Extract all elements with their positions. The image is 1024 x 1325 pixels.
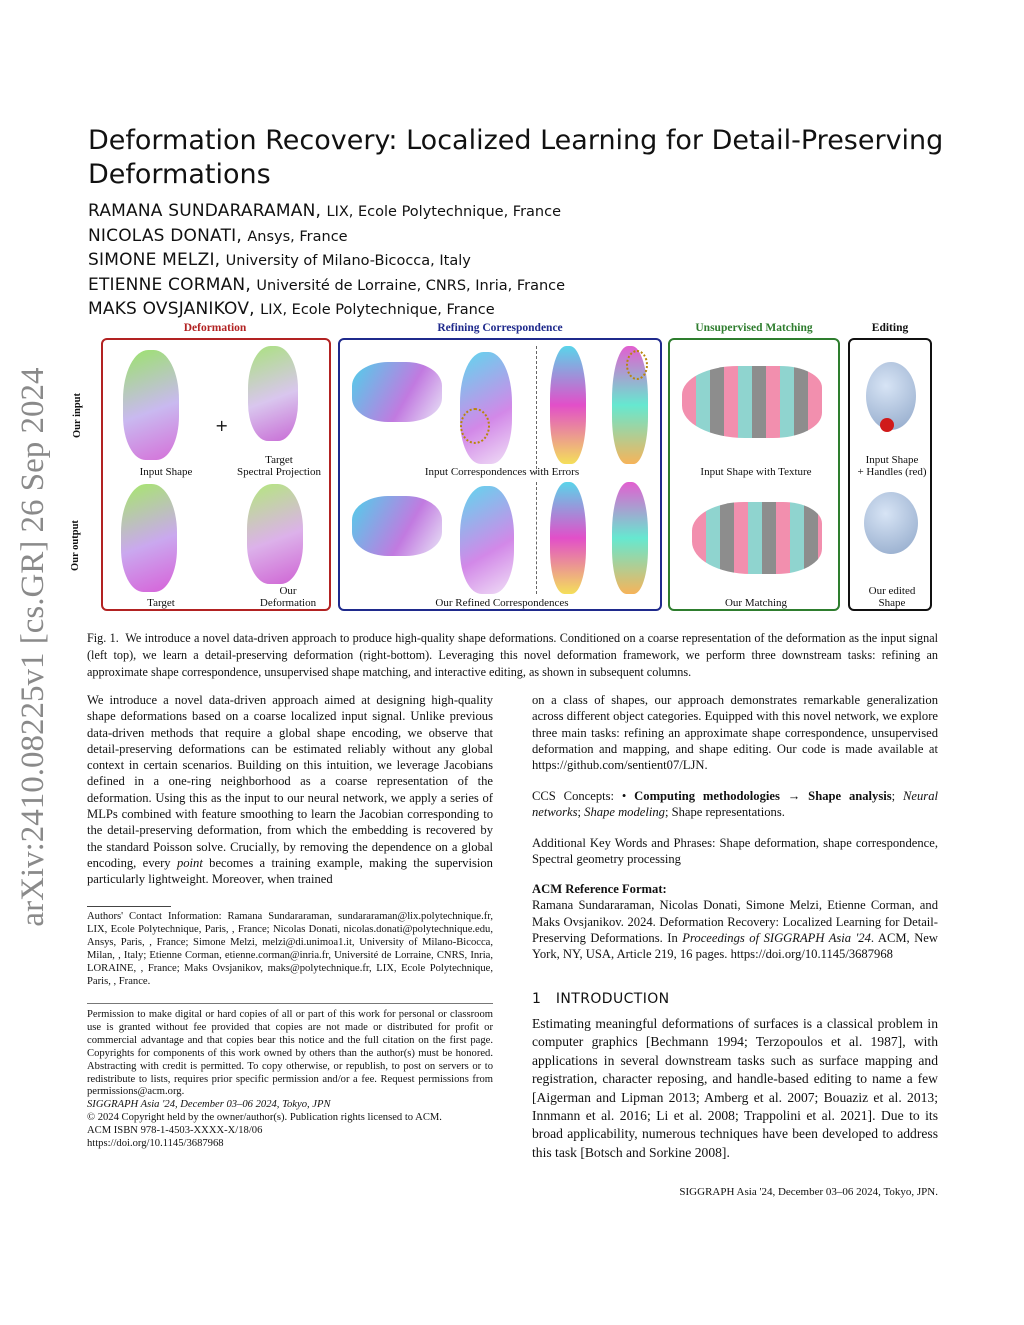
gorilla-our-deformation xyxy=(247,484,303,584)
label-input-shape: Input Shape xyxy=(139,466,193,478)
human-output-4 xyxy=(612,482,648,594)
row-label-output: Our output xyxy=(69,520,81,571)
author-affiliation: Université de Lorraine, CNRS, Inria, France xyxy=(256,277,566,294)
author-line xyxy=(88,200,788,225)
header-refining: Refining Correspondence xyxy=(437,322,563,334)
label-handles-1: Input Shape xyxy=(865,454,919,466)
label-input-texture: Input Shape with Texture xyxy=(700,466,812,478)
arxiv-stamp: arXiv:2410.08225v1 [cs.GR] 26 Sep 2024 xyxy=(15,367,51,927)
human-output-2 xyxy=(460,486,514,594)
error-marker xyxy=(460,408,490,444)
header-editing: Editing xyxy=(871,322,909,334)
ccs-rest: ; Shape representations. xyxy=(664,805,785,820)
ccs-primary: Computing methodologies → Shape analysis xyxy=(634,789,892,803)
permission-rule xyxy=(87,1003,493,1004)
pig-edited xyxy=(864,492,918,554)
row-label-input: Our input xyxy=(72,392,84,439)
author-affiliation: Ansys, France xyxy=(247,228,348,245)
abstract-left xyxy=(87,692,493,888)
bull-textured xyxy=(682,366,822,438)
abstract-text-cont: becomes a training example, making the supervision particularly lightweight. Moreover, when trained xyxy=(87,855,493,887)
label-edited-2: Shape xyxy=(878,597,906,609)
header-unsupervised: Unsupervised Matching xyxy=(695,322,813,334)
section-title: INTRODUCTION xyxy=(555,991,670,1007)
label-our-matching: Our Matching xyxy=(724,597,787,609)
ccs-sep: ; xyxy=(577,805,581,820)
author-affiliation: LIX, Ecole Polytechnique, France xyxy=(326,204,562,220)
caption-text: We introduce a novel data-driven approach to produce high-quality shape deformations. Conditioned on a coarse representation of the deformation as the input signal (left top), we learn a detail-preserving deformation (right-bottom). Leveraging this novel deformation framework, we perform three downstream tasks: refining an approximate shape correspondence, unsupervised shape matching, and interactive editing, as shown in subsequent columns. xyxy=(87,631,938,679)
author-name: RAMANA SUNDARARAMAN, xyxy=(88,201,322,221)
human-input-2 xyxy=(460,352,512,464)
label-edited-1: Our edited xyxy=(868,585,916,597)
panel-editing xyxy=(848,338,932,611)
ccs-prefix: CCS Concepts: • xyxy=(532,789,627,803)
conference-line: SIGGRAPH Asia '24, December 03–06 2024, Tokyo, JPN xyxy=(87,1099,331,1111)
divider-2 xyxy=(536,482,538,594)
permission-block xyxy=(87,1009,493,1151)
author-line xyxy=(88,249,788,274)
ccs-sep: ; xyxy=(891,789,896,803)
acm-ref-venue: Proceedings of SIGGRAPH Asia '24 xyxy=(682,930,871,945)
acm-reference xyxy=(532,881,938,962)
page-footer: SIGGRAPH Asia '24, December 03–06 2024, Tokyo, JPN. xyxy=(679,1186,938,1198)
label-input-corr: Input Correspondences with Errors xyxy=(424,466,580,478)
gorilla-input-shape xyxy=(123,350,179,460)
acm-ref-heading: ACM Reference Format: xyxy=(532,882,667,896)
human-output-1 xyxy=(352,496,442,556)
contact-info: Authors' Contact Information: Ramana Sundararaman, sundararaman@lix.polytechnique.fr, LIX, Ecole Polytechnique, Paris, , France; Nicolas Donati, nicolas.donati@polytechnique.edu, Ansys, Paris, , France; Simone Melzi, melzi@di.unimoa1.it, University of Milano-Bicocca, Milan, , Italy; Etienne Corman, etienne.corman@inria.fr, Université de Lorraine, CNRS, Inria, LORAINE, , France; Maks Ovsjanikov, maks@polytechnique.fr, LIX, Ecole Polytechnique, Paris, , France. xyxy=(87,911,493,987)
ccs-modeling: Shape modeling xyxy=(584,805,665,820)
isbn-line: ACM ISBN 978-1-4503-XXXX-X/18/06 xyxy=(87,1125,263,1137)
ccs-concepts xyxy=(532,788,938,821)
author-line xyxy=(88,274,788,299)
label-deformation: Deformation xyxy=(259,597,317,609)
author-affiliation: LIX, Ecole Polytechnique, France xyxy=(260,302,495,318)
rhino-matched xyxy=(692,502,822,574)
author-line xyxy=(88,225,788,250)
author-affiliation: University of Milano-Bicocca, Italy xyxy=(225,253,471,269)
divider xyxy=(536,346,538,474)
intro-text: Estimating meaningful deformations of surfaces is a classical problem in computer graphics [Bechmann 1994; Terzopoulos et al. 1987], with applications in several downstream tasks such as surface mapping and registration, character reposing, and handle-based editing to name a few [Aigerman and Lipman 2013; Amberg et al. 2007; Bouaziz et al. 2013; Innmann et al. 2016; Li et al. 2008; Trappolini et al. 2021]. Due to its broad applicability, numerous techniques have been developed to address this task [Botsch and Sorkine 2008]. xyxy=(532,1016,938,1160)
section-number: 1 xyxy=(532,991,542,1007)
error-marker-2 xyxy=(626,350,648,380)
header-deformation: Deformation xyxy=(183,322,247,334)
abstract-right: on a class of shapes, our approach demonstrates remarkable generalization across different object categories. Equipped with this novel network, we explore three main tasks: refining an approximate shape correspondence, unsupervised deformation and mapping, and shape editing. Our code is made available at https://github.com/sentient07/LJN. xyxy=(532,693,938,773)
section-heading xyxy=(532,991,670,1007)
author-name: MAKS OVSJANIKOV, xyxy=(88,299,255,319)
doi-line: https://doi.org/10.1145/3687968 xyxy=(87,1138,224,1150)
author-name: NICOLAS DONATI, xyxy=(88,225,242,246)
acm-ref-text: Ramana Sundararaman, Nicolas Donati, Simone Melzi, Etienne Corman, and Maks Ovsjanikov. 2024. Deformation Recovery: Localized Learning for Detail-Preserving Deformations. In xyxy=(532,898,938,945)
plus-sign: + xyxy=(215,416,229,435)
ccs-neural: Neural networks xyxy=(532,789,938,820)
human-input-1 xyxy=(352,362,442,422)
acm-ref-text-end: . ACM, New York, NY, USA, Article 219, 16 pages. https://doi.org/10.1145/3687968 xyxy=(532,930,938,962)
panel-unsupervised xyxy=(668,338,840,611)
panel-deformation xyxy=(101,338,331,611)
human-input-3 xyxy=(550,346,586,464)
author-name: SIMONE MELZI, xyxy=(88,250,221,270)
gorilla-target-shape xyxy=(248,346,298,441)
label-target: Target xyxy=(147,597,175,609)
label-our: Our xyxy=(279,585,297,597)
human-output-3 xyxy=(550,482,586,594)
figure-caption xyxy=(87,630,938,681)
gorilla-target-output xyxy=(121,484,177,592)
label-refined-corr: Our Refined Correspondences xyxy=(435,597,569,609)
author-list xyxy=(88,200,788,323)
author-name: ETIENNE CORMAN, xyxy=(88,274,251,295)
handle-red xyxy=(880,418,894,432)
keywords: Additional Key Words and Phrases: Shape deformation, shape correspondence, Spectral geometry processing xyxy=(532,836,938,867)
footnote-rule xyxy=(87,906,171,907)
label-spectral: Spectral Projection xyxy=(236,466,321,478)
abstract-emphasis: point xyxy=(176,855,203,870)
copyright-line: © 2024 Copyright held by the owner/author(s). Publication rights licensed to ACM. xyxy=(87,1112,442,1124)
permission-text: Permission to make digital or hard copies of all or part of this work for personal or classroom use is granted without fee provided that copies are not made or distributed for profit or commercial advantage and that copies bear this notice and the full citation on the first page. Copyrights for components of this work owned by others than the author(s) must be honored. Abstracting with credit is permitted. To copy otherwise, or republish, to post on servers or to redistribute to lists, requires prior specific permission and/or a fee. Request permissions from permissions@acm.org. xyxy=(87,1009,493,1098)
label-target-1: Target xyxy=(265,454,293,466)
abstract-text: We introduce a novel data-driven approach aimed at designing high-quality shape deformations based on a coarse localized input signal. Unlike previous data-driven methods that require a global shape encoding, we observe that detail-preserving deformations can be estimated reliably without any global context in certain scenarios. Building on this intuition, we leverage Jacobians defined in a one-ring neighborhood as a coarse representation of the deformation. Using this as the input to our neural network, we apply a series of MLPs combined with feature smoothing to learn the Jacobian corresponding to the detail-preserving deformation, from which the embedding is recovered by the standard Poisson solve. Crucially, by removing the dependence on a global encoding, every xyxy=(87,693,493,870)
author-line xyxy=(88,298,788,323)
panel-refining xyxy=(338,338,662,611)
caption-label: Fig. 1. xyxy=(87,631,119,645)
label-handles-2: + Handles (red) xyxy=(857,466,927,478)
paper-title: Deformation Recovery: Localized Learning for Detail-Preserving Deformations xyxy=(88,125,944,190)
